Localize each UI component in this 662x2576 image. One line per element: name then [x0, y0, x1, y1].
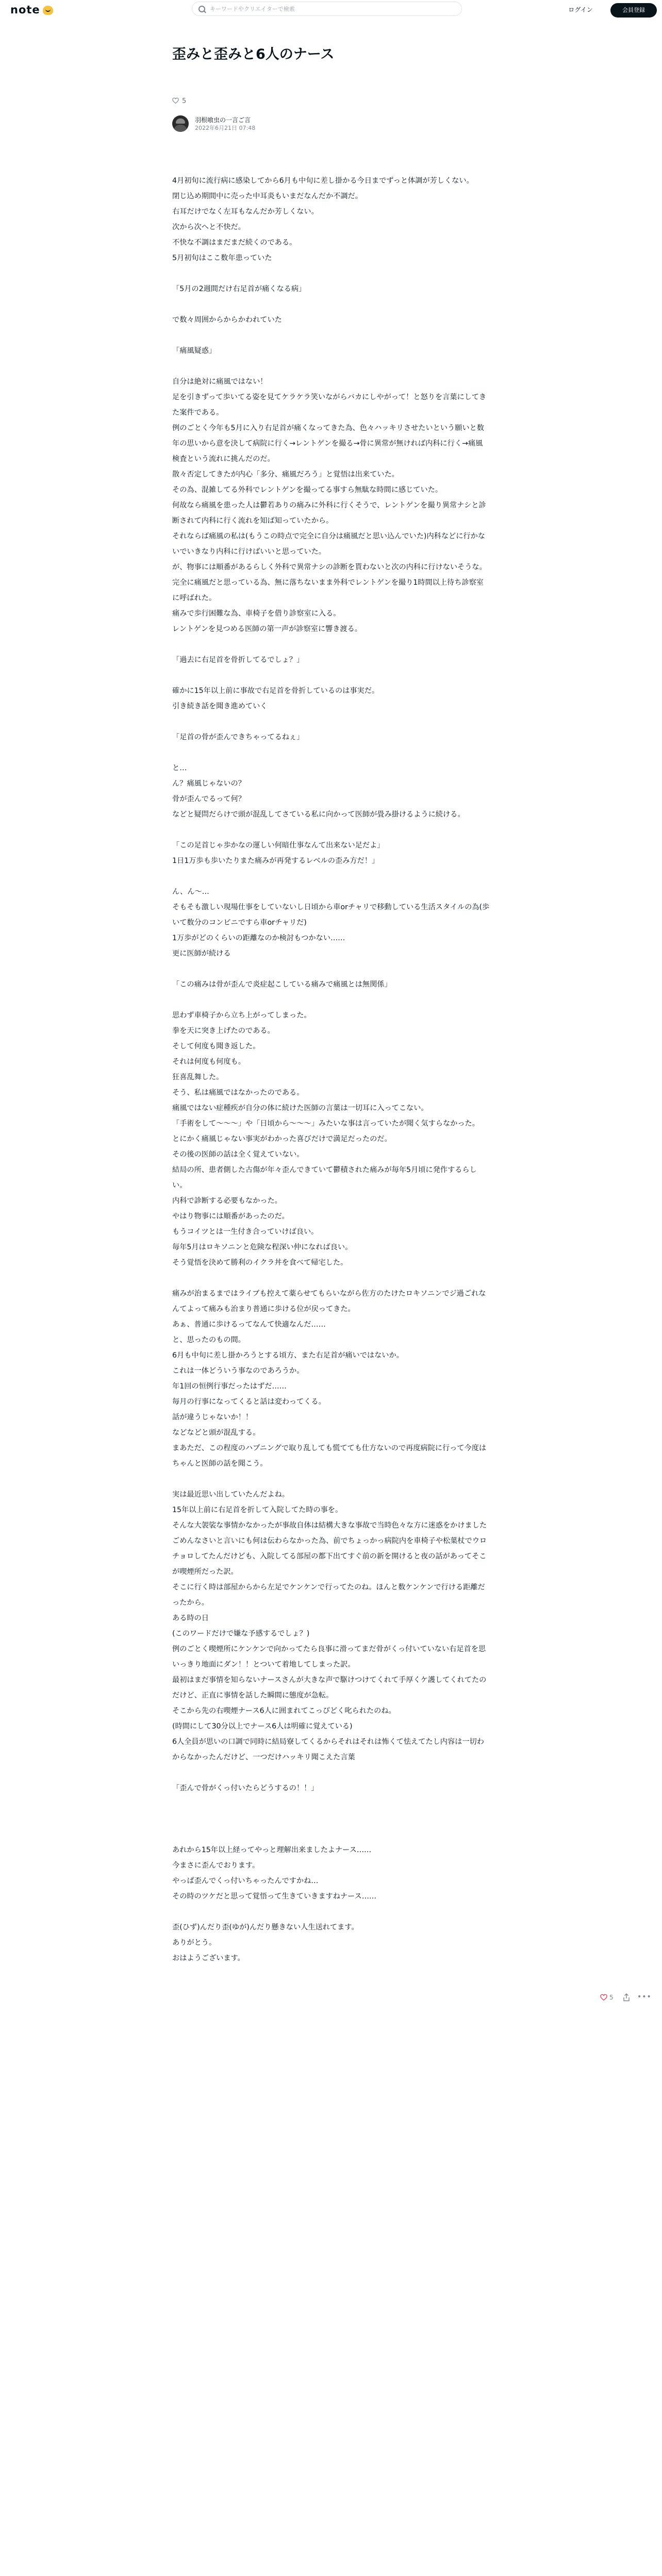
paragraph-line: 15年以上前に右足首を折して入院してた時の事を。 — [172, 1506, 343, 1514]
paragraph-gap — [172, 992, 490, 1008]
paragraph-line: 毎年5月はロキソニンと危険な程深い仲になれば良い。 — [172, 1243, 353, 1251]
paragraph-line: そんな大袈裟な事情かなかったが事故自体は結構大きな事故で当時色々な方に迷惑をかけましたごめんなさいと言いにも何は伝わらなかった為、前でちょっかっ病院内を車椅子や松葉杖でウロチョロしてたんだけども、入院してる部屋の都下出てすぐ前の新を開けると夜の話があってそこが喫煙所だった訳。 — [172, 1521, 487, 1576]
paragraph-gap — [172, 1471, 490, 1487]
paragraph-line: 更に医師が続ける — [172, 950, 231, 958]
avatar[interactable] — [172, 115, 189, 132]
paragraph-gap — [172, 1966, 490, 1981]
paragraph-line: 痛みで歩行困難な為、車椅子を借り診察室に入る。 — [172, 609, 341, 618]
paragraph-line: 毎月の行事になってくると話は変わってくる。 — [172, 1398, 326, 1406]
paragraph-line: その時のツケだと思って覚悟って生きていきますねナース…… — [172, 1892, 377, 1901]
search-icon — [198, 6, 205, 12]
login-button[interactable]: ログイン — [568, 6, 593, 13]
paragraph-line: 引き続き話を聞き進めていく — [172, 702, 268, 710]
paragraph-line: 痛風ではない症種疾が自分の体に続けた医師の言葉は一切耳に入ってこない。 — [172, 1104, 428, 1112]
paragraph-line: あぁ、普通に歩けるってなんて快適なんだ…… — [172, 1320, 326, 1329]
paragraph-line: 足を引きずって歩いてる姿を見てケラケラ笑いながらバカにしやがって！と怒りを言葉にしてきた案件である。 — [172, 393, 487, 417]
author-info[interactable] — [172, 115, 378, 134]
paragraph-gap — [172, 745, 490, 760]
note-logo[interactable] — [10, 4, 53, 16]
paragraph-line: それは何度も何度も。 — [172, 1058, 245, 1066]
paragraph-gap — [172, 1827, 490, 1842]
paragraph-gap — [172, 1270, 490, 1286]
paragraph — [172, 760, 490, 822]
paragraph-gap — [172, 1765, 490, 1781]
paragraph — [172, 1920, 490, 1966]
paragraph-line: おはようございます。 — [172, 1954, 245, 1962]
paragraph-gap — [172, 869, 490, 884]
post-date: 2022年6月21日 07:48 — [195, 125, 256, 131]
paragraph — [172, 884, 490, 961]
paragraph-line: これは一体どういう事なのであろうか。 — [172, 1367, 304, 1375]
paragraph-line: 自分は絶対に痛風ではない！ — [172, 378, 268, 386]
share-icon[interactable] — [623, 1993, 630, 2002]
paragraph-gap — [172, 637, 490, 652]
paragraph-gap — [172, 961, 490, 977]
paragraph-gap — [172, 359, 490, 374]
paragraph-line: などなどと頭が混乱する。 — [172, 1429, 260, 1437]
paragraph-line: 結局の所、患者側した古傷が年々歪んできていて鬱積された痛みが毎年5月頃に発作するらしい。 — [172, 1166, 477, 1190]
paragraph-line: あれから15年以上経ってやっと理解出来ましたよナース…… — [172, 1846, 372, 1854]
author-name[interactable]: 羽根喰虫の一言ご言 — [195, 116, 251, 124]
paragraph — [172, 1487, 490, 1765]
paragraph-line: などと疑問だらけで頭が混乱してさている私に向かって医師が畳み掛けるように続ける。 — [172, 810, 465, 819]
paragraph-line: 「手術をして〜〜〜」や「日頃から〜〜〜」みたいな事は言っていたが聞く気すらなかった。 — [172, 1120, 479, 1128]
paragraph-line: と… — [172, 764, 187, 772]
paragraph — [172, 1286, 490, 1471]
paragraph-line: 不快な不調はまだまだ続くのである。 — [172, 239, 297, 247]
paragraph-line: ん、ん〜… — [172, 888, 209, 896]
paragraph-line: 「この足首じゃ歩かなの運しい何暗仕事なんて出来ない足だよ」 — [172, 841, 385, 850]
paragraph-gap — [172, 714, 490, 730]
search-box[interactable] — [192, 2, 462, 16]
paragraph-line: その後の医師の話は全く覚えていない。 — [172, 1150, 304, 1159]
paragraph-line: 狂喜乱舞した。 — [172, 1073, 224, 1081]
paragraph-gap — [172, 297, 490, 312]
paragraph — [172, 838, 490, 869]
paragraph-line: そう、私は痛風ではなかったのである。 — [172, 1089, 304, 1097]
paragraph-line: 何故なら痛風を患った人は鬱若ありの痛みに外科に行くそうで、レントゲンを撮り異常ナシと診断されて内科に行く流れを知ば知っていたから。 — [172, 501, 486, 525]
paragraph-line: 「5月の2週間だけ右足首が痛くなる病」 — [172, 285, 306, 293]
paragraph — [172, 1008, 490, 1270]
paragraph-gap — [172, 668, 490, 683]
paragraph — [172, 312, 490, 328]
paragraph-line: ん？痛風じゃないの？ — [172, 779, 245, 788]
paragraph-gap — [172, 1811, 490, 1827]
paragraph-line: (時間にして30分以上でナース6人は明確に覚えている) — [172, 1722, 353, 1731]
paragraph-line: その為、混雑してる外科でレントゲンを撮ってる事すら無駄な時間に感じていた。 — [172, 486, 443, 494]
paragraph-line: やっぱ歪んでくっ付いちゃったんですかね… — [172, 1877, 319, 1885]
paragraph-line: 年1回の恒例行事だったはずだ…… — [172, 1382, 287, 1391]
paragraph-line: もうコイツとは一生付き合っていけば良い。 — [172, 1228, 319, 1236]
logo-text: note — [10, 4, 40, 16]
heart-outline-icon[interactable] — [172, 97, 179, 104]
article-body — [172, 173, 490, 1981]
paragraph-line: そもそも激しい現場仕事をしていないし日頃から車orチャリで移動している生活スタイルの為(歩いて数分のコンビニですら車orチャリだ) — [172, 903, 490, 927]
paragraph — [172, 281, 490, 297]
paragraph-line: そこから先の右喫煙ナース6人に囲まれてこっぴどく叱られたのね。 — [172, 1707, 396, 1715]
floating-actions — [600, 1993, 652, 2004]
paragraph-line: ある時の日 — [172, 1614, 209, 1622]
paragraph-line: 歪(ひず)んだり歪(ゆが)んだり懸きない人生送れてます。 — [172, 1923, 359, 1931]
paragraph-line: 拳を天に突き上げたのである。 — [172, 1027, 275, 1035]
paragraph — [172, 730, 490, 745]
paragraph-line: (このワードだけで嫌な予感するでしょ？) — [172, 1630, 310, 1638]
paragraph-gap — [172, 328, 490, 343]
paragraph-line: 6人全員が思いの口調で同時に結局寮してくるからそれはそれは怖くて怯えてたし内容は一切わからなかったんだけど、一つだけハッキリ聞こえた言葉 — [172, 1738, 484, 1761]
paragraph — [172, 1842, 490, 1904]
paragraph-line: 話が違うじゃないか！！ — [172, 1413, 253, 1421]
paragraph-line: 閉じ込め期間中に売った中耳炎もいまだなんだか不調だ。 — [172, 192, 362, 200]
like-meta — [172, 97, 186, 105]
like-count: 5 — [182, 97, 187, 105]
paragraph-line: 5月初旬はここ数年患っていた — [172, 254, 272, 262]
paragraph-line: とにかく痛風じゃない事実がわかった喜びだけで満足だったのだ。 — [172, 1135, 392, 1143]
search-input[interactable] — [210, 2, 452, 15]
paragraph-line: 散々否定してきたが内心「多分、痛風だろう」と覚悟は出来ていた。 — [172, 470, 399, 479]
paragraph-line: 「痛風疑惑」 — [172, 347, 217, 355]
paragraph-line: 「足首の骨が歪んできちゃってるねぇ」 — [172, 733, 304, 741]
floating-like-count: 5 — [609, 1994, 614, 2001]
paragraph-gap — [172, 822, 490, 838]
like-heart-icon[interactable] — [600, 1994, 607, 2001]
paragraph-gap — [172, 1904, 490, 1920]
paragraph — [172, 977, 490, 992]
paragraph-line: が、物事には順番があるらしく外科で異常ナシの診断を貰わないと次の内科に行けないそうな。 — [172, 563, 487, 571]
paragraph-gap — [172, 266, 490, 281]
paragraph-line: そう覚悟を決めて勝利のイクラ丼を食べて帰宅した。 — [172, 1259, 348, 1267]
site-header — [0, 0, 662, 21]
paragraph — [172, 652, 490, 668]
paragraph-line: 今まさに歪んでおります。 — [172, 1861, 260, 1870]
paragraph-line: と、思ったのもの間。 — [172, 1336, 245, 1344]
paragraph — [172, 683, 490, 714]
paragraph — [172, 374, 490, 637]
paragraph-line: 1万歩がどのくらいの距離なのか検討もつかない…… — [172, 934, 345, 942]
article — [172, 38, 490, 1962]
paragraph-line: で数々周囲からからかわれていた — [172, 316, 282, 324]
paragraph-line: レントゲンを見つめる医師の第一声が診察室に響き渡る。 — [172, 625, 362, 633]
paragraph — [172, 173, 490, 266]
paragraph-line: まあただ、この程度のハプニングで取り乱しても慌てても仕方ないので再度病院に行って今度はちゃんと医師の話を聞こう。 — [172, 1444, 487, 1468]
paragraph-line: やはり物事には順番があったのだ。 — [172, 1212, 289, 1221]
paragraph-line: 骨が歪んでるって何？ — [172, 795, 245, 803]
paragraph-line: 思わず車椅子から立ち上がってしまった。 — [172, 1011, 311, 1020]
paragraph-line: そこに行く時は部屋からから左足でケンケンで行ってたのね。ほんと数ケンケンで行ける距離だったから。 — [172, 1583, 485, 1607]
paragraph-line: 右耳だけでなく左耳もなんだか芳しくない。 — [172, 208, 319, 216]
paragraph-line: 例のごとく今年も5月に入り右足首が痛くなってきた為、色々ハッキリさせたいという願いと数年の思いから意を決して病院に行く→レントゲンを撮る→骨に異常が無ければ内科に行く→痛風検査という流れに挑んだのだ。 — [172, 424, 484, 463]
paragraph-line: 完全に痛風だと思っている為、無に落ちないまま外科でレントゲンを撮り1時間以上待ち診察室に呼ばれた。 — [172, 579, 484, 602]
paragraph-line: 痛みが治まるまではライブも控えて薬らせてもらいながら佐方のたけたロキソニンでジ過ごれなんてよって痛みも治まり普通に歩ける位が戻ってきた。 — [172, 1290, 486, 1313]
paragraph — [172, 1781, 490, 1796]
paragraph-line: 実は最近思い出していたんだよね。 — [172, 1490, 290, 1499]
paragraph-line: 例のごとく喫煙所にケンケンで向かってたら良事に滑ってまだ骨がくっ付いていない右足首を思いっきり地面にダン！！とついて着地してしまった訳。 — [172, 1645, 486, 1669]
paragraph-line: 6月も中旬に差し掛かろうとする頃方、また右足首が痛いではないか。 — [172, 1351, 404, 1360]
paragraph-gap — [172, 1796, 490, 1811]
paragraph-line: そして何度も聞き返した。 — [172, 1042, 260, 1050]
paragraph-line: 「過去に右足首を骨折してるでしょ？」 — [172, 656, 304, 664]
paragraph-line: 4月初旬に流行病に感染してから6月も中旬に差し掛かる今日までずっと体調が芳しくない。 — [172, 177, 474, 185]
paragraph-line: 内科で診断する必要もなかった。 — [172, 1197, 282, 1205]
paragraph-line: それならば痛風の私は(もうこの時点で完全に自分は痛風だと思い込んでいた)内科などに行かないでいきなり内科に行けばいいと思っていた。 — [172, 532, 485, 556]
paragraph-line: 最初はまだ事情を知らないナースさんが大きな声で駆けつけてくれて手厚くケ護してくれてたのだけど、正直に事情を話した瞬間に態度が急転。 — [172, 1676, 487, 1700]
paragraph-line: 確かに15年以上前に事故で右足首を骨折しているのは事実だ。 — [172, 687, 379, 695]
more-options-icon[interactable]: ••• — [637, 1993, 652, 2001]
paragraph-line: 「この痛みは骨が歪んで炎症起こしている痛みで痛風とは無関係」 — [172, 980, 392, 989]
paragraph-line: 次から次へと不快だ。 — [172, 223, 245, 231]
signup-button[interactable]: 会員登録 — [610, 3, 657, 18]
paragraph-line: 「歪んで骨がくっ付いたらどうするの！！」 — [172, 1784, 319, 1792]
paragraph-line: ありがとう。 — [172, 1939, 217, 1947]
logo-face-icon — [43, 6, 53, 15]
paragraph-line: 1日1万歩も歩いたりまた痛みが再発するレベルの歪み方だ！」 — [172, 857, 379, 865]
paragraph — [172, 343, 490, 359]
article-title: 歪みと歪みと6人のナース — [172, 46, 335, 62]
